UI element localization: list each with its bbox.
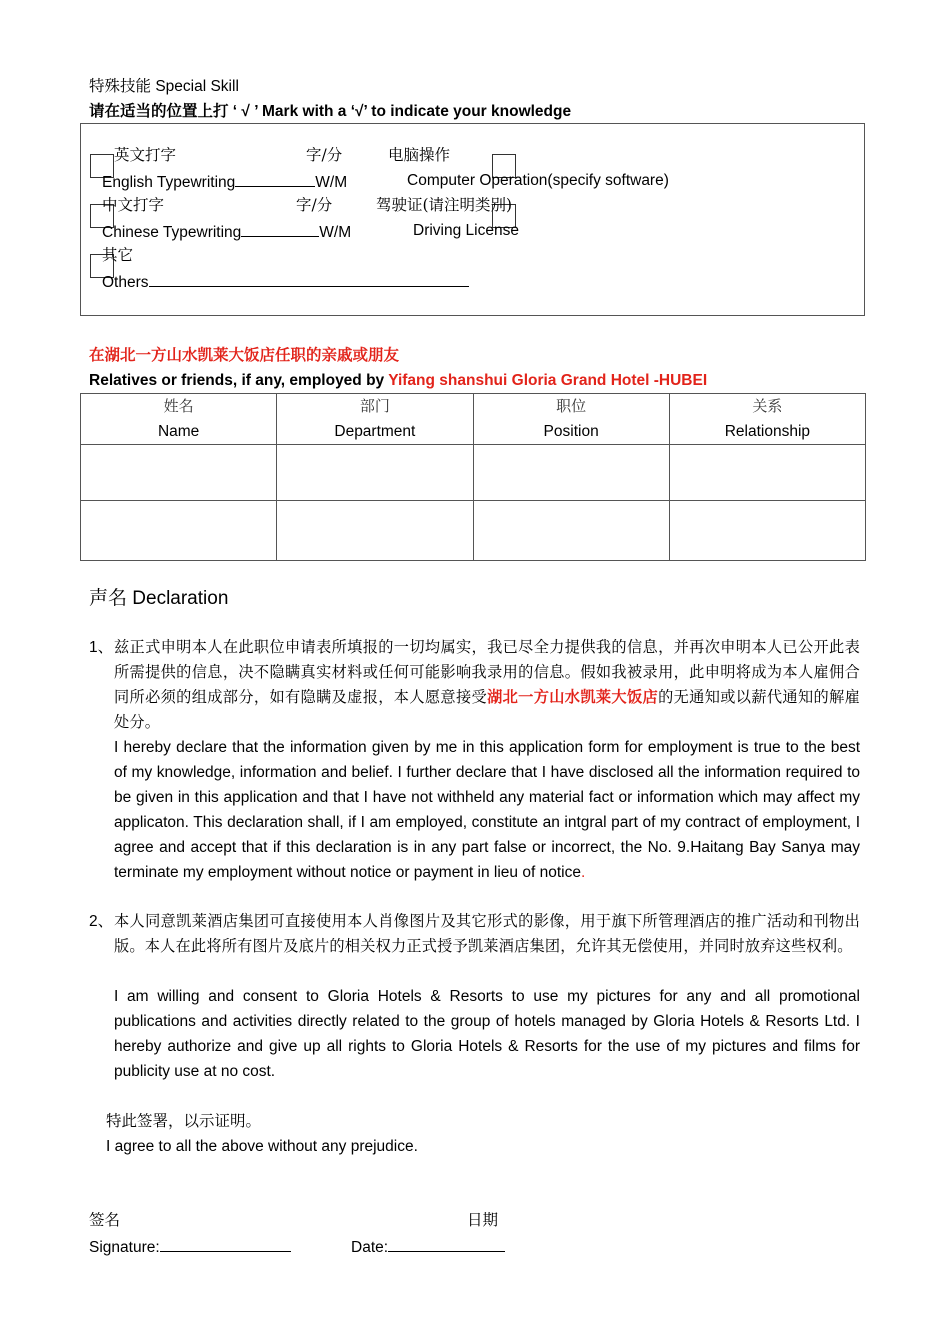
column-header-name: 姓名 Name [81, 394, 277, 445]
wpm-cn-label-2: 字/分 [296, 196, 333, 214]
english-typing-speed-field[interactable] [235, 168, 315, 187]
item2-number: 2、 [89, 913, 114, 930]
table-row [81, 501, 866, 561]
signature-label: Signature: [89, 1233, 291, 1260]
item1-en-text: I hereby declare that the information given by me in this application form for employment is true to the best of my knowledge, information and belief. I further declare that I have disclosed all the information required to be given in this application and that I have not withheld any material fact or information which may affect my applicaton. This declaration shall, if I am employed, constitute an intgral part of my contract of employment, I agree and accept that if this declaration is in any part false or incorrect, the No. 9.Haitang Bay Sanya may terminate my employment without notice or payment in lieu of notice. [114, 739, 860, 881]
item1-cn-text: 兹正式申明本人在此职位申请表所填报的一切均属实，我已尽全力提供我的信息，并再次申明本人已公开此表所需提供的信息，决不隐瞒真实材料或任何可能影响我录用的信息。假如我被录用，此申明将成为本人雇佣合同所必须的组成部分，如有隐瞒及虚报，本人愿意接受湖北一方山水凯莱大饭店的无通知或以薪代通知的解雇处分。 [114, 638, 860, 731]
table-cell[interactable] [277, 501, 473, 561]
chinese-typing-cn: 中文打字 [102, 196, 165, 214]
agree-en: I agree to all the above without any prejudice. [106, 1138, 418, 1155]
special-skill-title: 特殊技能 Special Skill [89, 78, 239, 95]
special-skill-instruction: 请在适当的位置上打 ‘ √ ’ Mark with a ‘√’ to indicate your knowledge [89, 103, 572, 120]
chinese-typing-en: Chinese Typewriting W/M [102, 218, 351, 245]
signature-field[interactable] [160, 1233, 291, 1252]
column-header-position: 职位 Position [473, 394, 669, 445]
table-cell[interactable] [277, 445, 473, 501]
table-cell[interactable] [669, 501, 865, 561]
computer-operation-cn: 电脑操作 [388, 146, 451, 164]
column-header-department: 部门 Department [277, 394, 473, 445]
date-label: Date: [351, 1233, 505, 1260]
table-cell[interactable] [81, 445, 277, 501]
item2-en-text: I am willing and consent to Gloria Hotels & Resorts to use my pictures for any and all promotional publications and activities directly related to the group of hotels managed by Gloria Hotels & Resorts Ltd. I hereby authorize and give up all rights to Gloria Hotels & Resorts for the use of my pictures and films for publicity use at no cost. [114, 988, 860, 1080]
chinese-typing-speed-field[interactable] [241, 218, 319, 237]
item2-cn-text: 本人同意凯莱酒店集团可直接使用本人肖像图片及其它形式的影像，用于旗下所管理酒店的推广活动和刊物出版。本人在此将所有图片及底片的相关权力正式授予凯莱酒店集团，允许其无偿使用，并同时放弃这些权利。 [114, 912, 860, 955]
relatives-table [80, 393, 866, 561]
table-cell[interactable] [81, 501, 277, 561]
driving-license-cn: 驾驶证(请注明类别) [376, 196, 513, 214]
date-cn: 日期 [467, 1211, 499, 1229]
relatives-title-en: Relatives or friends, if any, employed by Yifang shanshui Gloria Grand Hotel -HUBEI [89, 372, 708, 389]
others-cn: 其它 [102, 246, 134, 264]
computer-operation-en: Computer Operation(specify software) [407, 172, 669, 189]
relatives-title-cn: 在湖北一方山水凯莱大饭店任职的亲戚或朋友 [89, 347, 400, 364]
table-cell[interactable] [669, 445, 865, 501]
declaration-title: 声名 Declaration [89, 588, 229, 609]
table-cell[interactable] [473, 501, 669, 561]
others-en: Others [102, 268, 469, 295]
english-typing-en: English Typewriting W/M [102, 168, 347, 195]
others-field[interactable] [149, 268, 469, 287]
agree-cn: 特此签署，以示证明。 [106, 1112, 262, 1130]
table-row [81, 445, 866, 501]
item1-number: 1、 [89, 639, 114, 656]
table-header-row [81, 394, 866, 445]
english-typing-cn: 英文打字 [114, 146, 177, 164]
signature-cn: 签名 [89, 1211, 121, 1229]
wpm-cn-label: 字/分 [306, 146, 343, 164]
date-field[interactable] [388, 1233, 505, 1252]
column-header-relationship: 关系 Relationship [669, 394, 865, 445]
table-cell[interactable] [473, 445, 669, 501]
driving-license-en: Driving License [413, 222, 519, 239]
